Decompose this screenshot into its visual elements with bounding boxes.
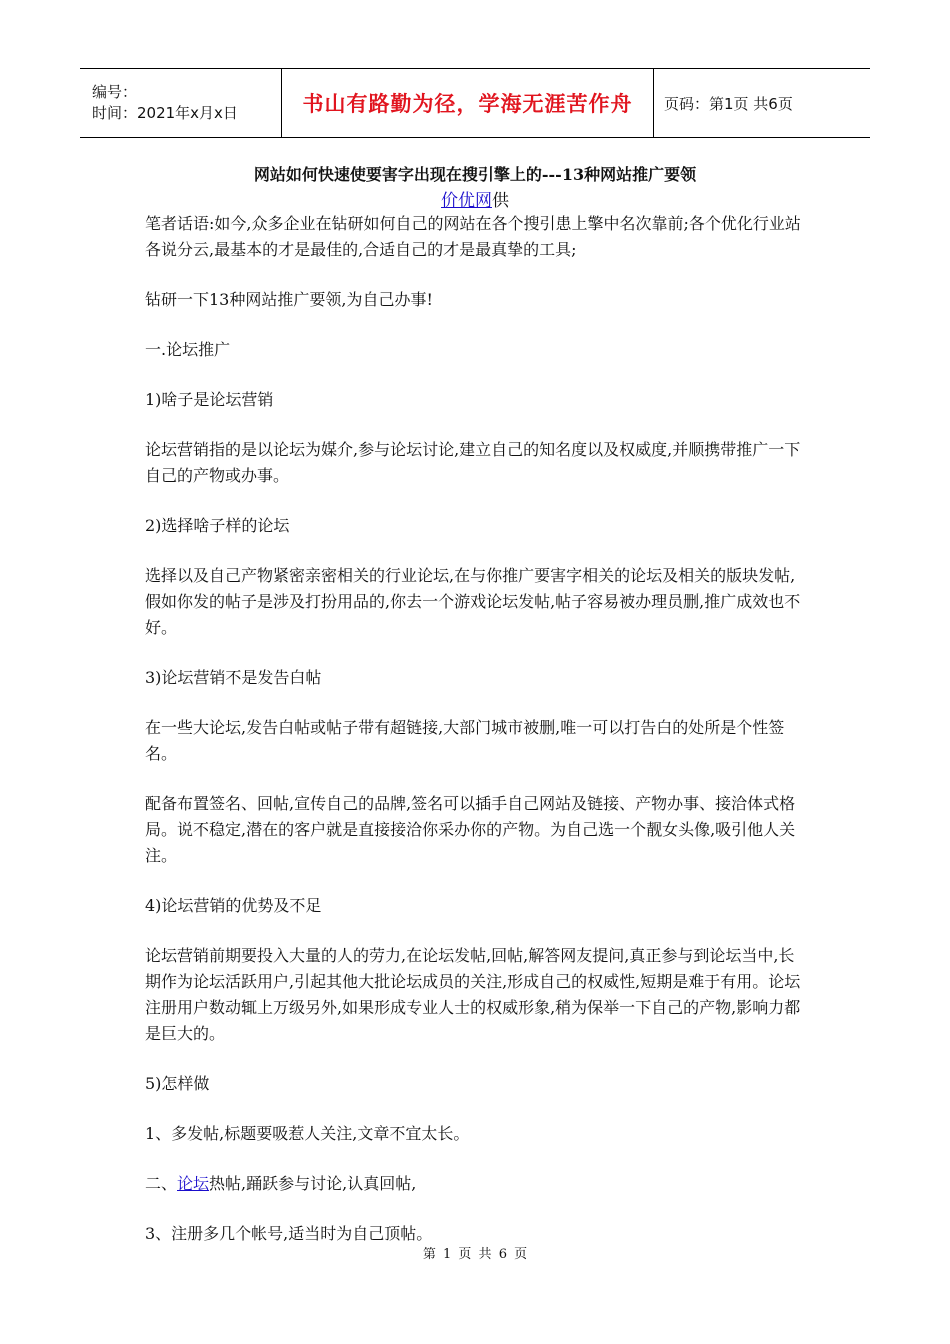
page-info: 页码：第1页 共6页 — [664, 94, 793, 113]
list-item — [145, 1171, 810, 1197]
motto-text: 书山有路勤为径，学海无涯苦作舟 — [302, 92, 633, 116]
code-label: 编号： — [92, 83, 138, 101]
section-heading: 一.论坛推广 — [145, 340, 231, 359]
document-body — [145, 211, 810, 1271]
paragraph: 笔者话语:如今,众多企业在钻研如何自己的网站在各个搜引患上擎中名次靠前;各个优化行业站各说分云,最基本的才是最佳的,合适自己的才是最真挚的工具; — [145, 214, 801, 259]
source-suffix: 供 — [492, 191, 509, 211]
paragraph: 钻研一下13种网站推广要领,为自己办事! — [145, 290, 433, 309]
subsection-heading: 3)论坛营销不是发告白帖 — [145, 668, 322, 687]
paragraph: 在一些大论坛,发告白帖或帖子带有超链接,大部门城市被删,唯一可以打告白的处所是个性签名。 — [145, 718, 785, 763]
header-left-cell — [80, 69, 282, 137]
paragraph: 论坛营销指的是以论坛为媒介,参与论坛讨论,建立自己的知名度以及权威度,并顺携带推广一下自己的产物或办事。 — [145, 440, 801, 485]
source-line — [0, 186, 950, 211]
header-table — [80, 68, 870, 138]
list-item-suffix: 热帖,踊跃参与讨论,认真回帖, — [209, 1174, 417, 1193]
date-label: 时间：2021年x月x日 — [92, 104, 238, 122]
document-title: 网站如何快速使要害字出现在搜引擎上的---13种网站推广要领 — [253, 165, 697, 184]
source-link[interactable]: 价优网 — [441, 191, 492, 211]
header-page-cell — [654, 69, 870, 137]
subsection-heading: 2)选择啥子样的论坛 — [145, 516, 290, 535]
list-item: 3、注册多几个帐号,适当时为自己顶帖。 — [145, 1224, 433, 1243]
paragraph: 论坛营销前期要投入大量的人的劳力,在论坛发帖,回帖,解答网友提问,真正参与到论坛当中,长期作为论坛活跃用户,引起其他大批论坛成员的关注,形成自己的权威性,短期是难于有用。论坛注册用户数动辄上万级另外,如果形成专业人士的权威形象,稍为保举一下自己的产物,影响力都是巨大的。 — [145, 946, 801, 1043]
paragraph: 选择以及自己产物紧密亲密相关的行业论坛,在与你推广要害字相关的论坛及相关的版块发帖,假如你发的帖子是涉及打扮用品的,你去一个游戏论坛发帖,帖子容易被办理员删,推广成效也不好。 — [145, 566, 801, 637]
paragraph: 配备布置签名、回帖,宣传自己的品牌,签名可以插手自己网站及链接、产物办事、接洽体式格局。说不稳定,潜在的客户就是直接接洽你采办你的产物。为自己选一个靓女头像,吸引他人关注。 — [145, 794, 796, 865]
subsection-heading: 1)啥子是论坛营销 — [145, 390, 274, 409]
subsection-heading: 4)论坛营销的优势及不足 — [145, 896, 322, 915]
subsection-heading: 5)怎样做 — [145, 1074, 210, 1093]
header-motto-cell — [282, 69, 654, 137]
list-item: 1、多发帖,标题要吸惹人关注,文章不宜太长。 — [145, 1124, 470, 1143]
page-footer: 第 1 页 共 6 页 — [422, 1247, 528, 1262]
forum-link[interactable]: 论坛 — [177, 1174, 210, 1193]
list-item-prefix: 二、 — [145, 1174, 178, 1193]
